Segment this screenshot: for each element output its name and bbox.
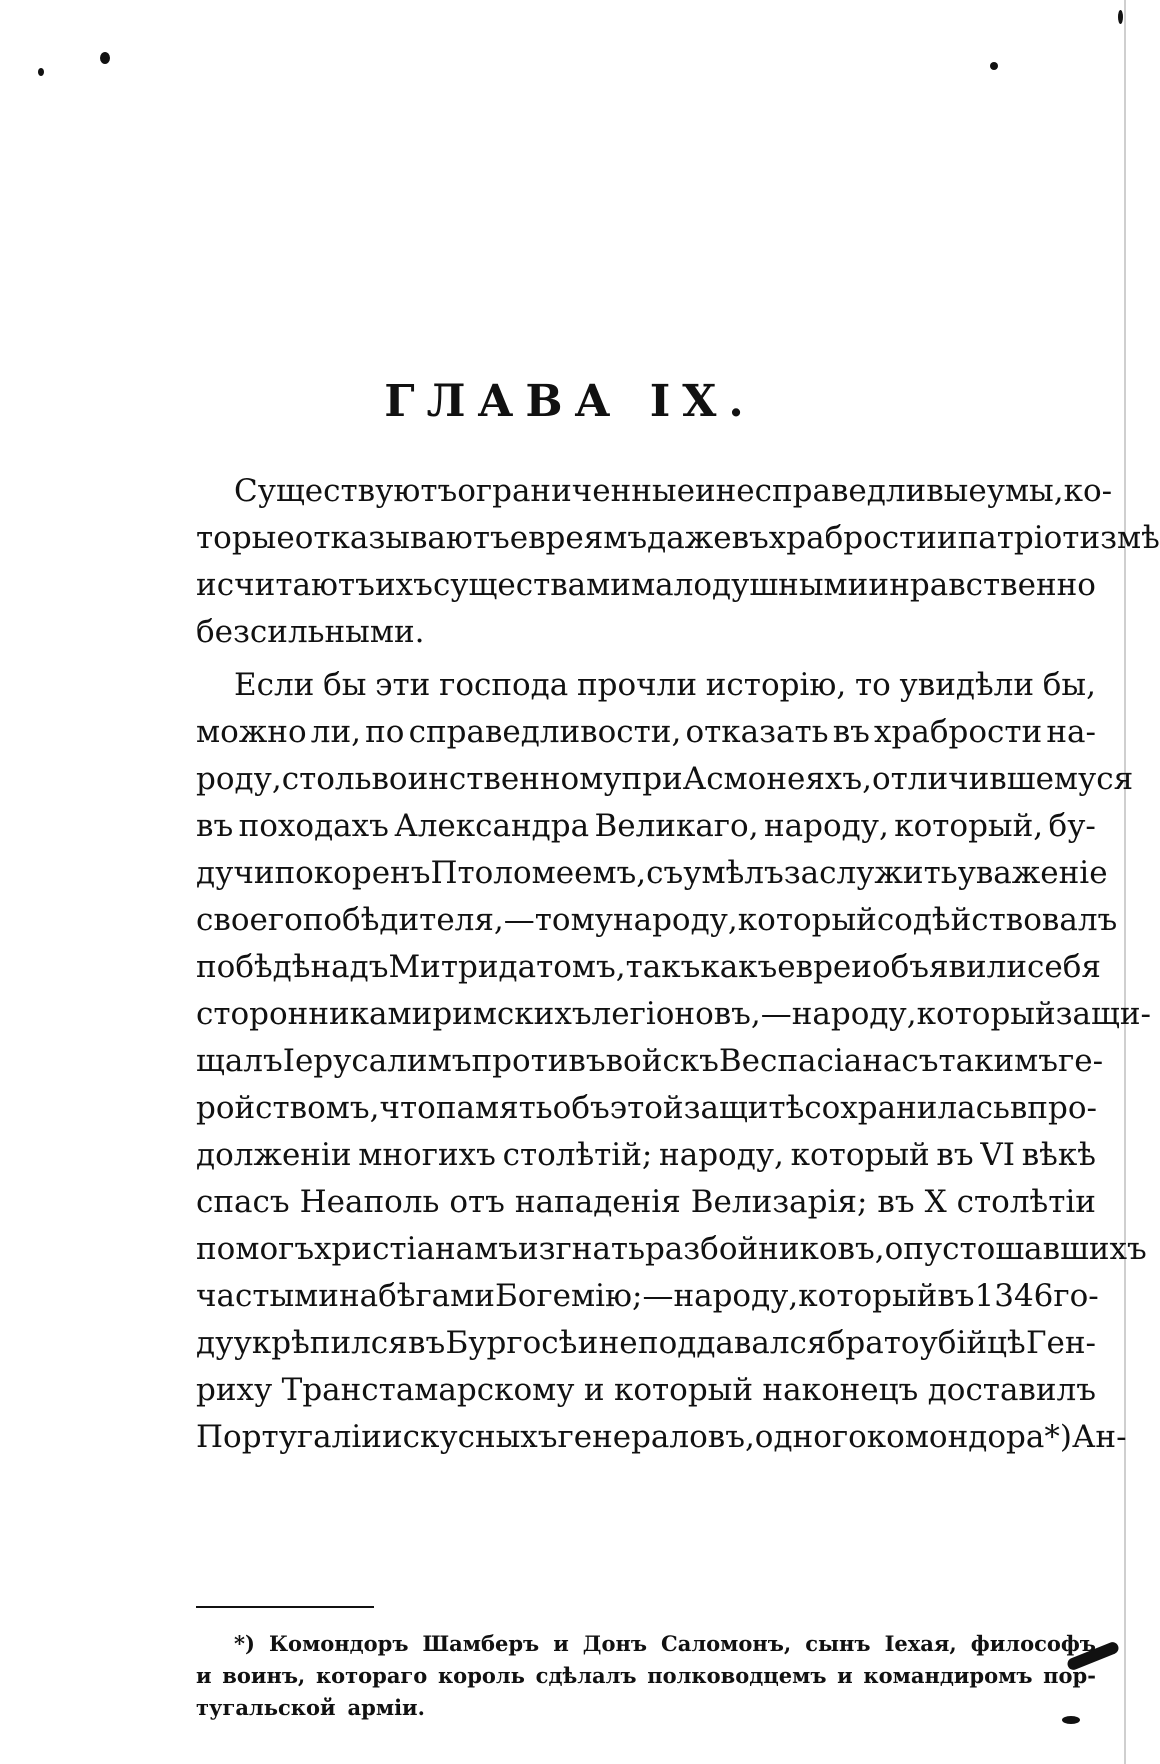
word: и	[196, 1663, 212, 1688]
chapter-title: ГЛАВА IX.	[384, 376, 756, 427]
word: храбрости	[874, 714, 1043, 750]
word: сынъ	[805, 1631, 871, 1656]
word: и	[583, 1372, 605, 1408]
word: съ	[901, 1043, 939, 1079]
text-line	[196, 1038, 1104, 1085]
word: такимъ	[938, 1043, 1059, 1079]
word: X	[924, 1184, 947, 1220]
text-line	[196, 897, 1118, 944]
word: сторонниками	[196, 996, 433, 1032]
word: пор-	[1043, 1663, 1096, 1688]
word: защи-	[1055, 996, 1151, 1032]
word: въ	[196, 808, 234, 844]
word: ограниченные	[457, 473, 695, 509]
word: спасъ	[196, 1184, 290, 1220]
word: безсильными.	[196, 614, 425, 650]
word: въ	[731, 520, 769, 556]
text-line	[196, 1179, 1096, 1226]
word: арміи.	[347, 1695, 425, 1720]
word: столь	[281, 761, 372, 797]
word: существами	[432, 567, 631, 603]
text-line	[196, 1320, 1096, 1367]
word: ге-	[1058, 1043, 1104, 1079]
word: не	[598, 1325, 638, 1361]
word: народу,	[791, 996, 917, 1032]
word: на-	[1046, 714, 1096, 750]
word: наконецъ	[762, 1372, 919, 1408]
word: и	[694, 473, 716, 509]
word: Богемію;	[494, 1278, 643, 1314]
word: 1346	[974, 1278, 1054, 1314]
word: искусныхъ	[381, 1419, 558, 1455]
word: по	[365, 714, 405, 750]
text-line	[196, 468, 1113, 515]
word: —	[503, 902, 535, 938]
text-line	[196, 709, 1096, 756]
word: одного	[754, 1419, 867, 1455]
word: го-	[1053, 1278, 1099, 1314]
ink-speck	[1118, 10, 1123, 24]
word: частыми	[196, 1278, 339, 1314]
word: Транстамарскому	[281, 1372, 575, 1408]
word: себя	[1027, 949, 1101, 985]
word: отказываютъ	[294, 520, 510, 556]
word: долженіи	[196, 1137, 352, 1173]
word: философъ	[970, 1631, 1096, 1656]
word: объявили	[871, 949, 1028, 985]
word: Іерусалимъ	[282, 1043, 472, 1079]
word: Іехая,	[884, 1631, 957, 1656]
footnote	[196, 1628, 1096, 1724]
word: походахъ	[238, 808, 389, 844]
word: римскихъ	[432, 996, 592, 1032]
word: этой	[609, 1090, 684, 1126]
word: то	[854, 667, 891, 703]
word: Великаго,	[594, 808, 759, 844]
word: при	[621, 761, 683, 797]
word: храбрости	[768, 520, 937, 556]
word: можно	[196, 714, 307, 750]
word: отказать	[685, 714, 829, 750]
word: торые	[196, 520, 295, 556]
ink-speck	[990, 62, 998, 70]
word: воинъ,	[222, 1663, 306, 1688]
word: Велизарія;	[690, 1184, 868, 1220]
word: бы	[323, 667, 367, 703]
word: даже	[647, 520, 732, 556]
text-line	[196, 991, 1151, 1038]
main-text	[196, 468, 1160, 1461]
word: справедливости,	[408, 714, 682, 750]
word: который	[916, 996, 1056, 1032]
word: объ	[552, 1090, 610, 1126]
word: память	[435, 1090, 553, 1126]
footnote-rule	[196, 1606, 374, 1608]
word: умы,	[986, 473, 1064, 509]
word: Ан-	[1071, 1419, 1127, 1455]
word: ли,	[310, 714, 361, 750]
word: поддавался	[637, 1325, 827, 1361]
word: и	[936, 520, 958, 556]
word: столѣтіи	[956, 1184, 1096, 1220]
word: вѣкѣ	[1021, 1137, 1096, 1173]
word: разбойниковъ,	[644, 1231, 885, 1267]
word: *)	[1044, 1419, 1072, 1455]
word: малодушными	[631, 567, 869, 603]
word: полководцемъ	[647, 1663, 827, 1688]
word: сохранилась	[804, 1090, 1010, 1126]
text-line	[196, 609, 1096, 656]
text-line	[196, 1226, 1147, 1273]
word: Бургосѣ	[445, 1325, 578, 1361]
word: въ	[408, 1325, 446, 1361]
word: побѣдѣ	[196, 949, 311, 985]
word: многихъ	[358, 1137, 496, 1173]
word: —	[760, 996, 792, 1032]
ink-speck	[100, 52, 110, 64]
word: Донъ	[582, 1631, 647, 1656]
word: Асмонеяхъ,	[682, 761, 872, 797]
word: что	[379, 1090, 436, 1126]
word: въ	[937, 1278, 975, 1314]
word: отъ	[449, 1184, 505, 1220]
text-line	[196, 562, 1096, 609]
text-line	[196, 803, 1096, 850]
word: своего	[196, 902, 303, 938]
word: Веспасіана	[718, 1043, 902, 1079]
word: нападенія	[514, 1184, 681, 1220]
word: и	[196, 567, 217, 603]
word: *)	[234, 1631, 255, 1656]
word: и	[577, 1325, 599, 1361]
word: въ	[832, 714, 870, 750]
word: заслужить	[783, 855, 958, 891]
text-line	[196, 1132, 1096, 1179]
word: евреямъ	[509, 520, 648, 556]
word: какъ	[700, 949, 778, 985]
word: доставилъ	[927, 1372, 1096, 1408]
word: покоренъ	[274, 855, 431, 891]
word: комондора	[866, 1419, 1045, 1455]
word: народу,	[612, 902, 738, 938]
word: ройствомъ,	[196, 1090, 380, 1126]
word: Шамберъ	[422, 1631, 540, 1656]
word: побѣдителя,	[302, 902, 504, 938]
word: эти	[375, 667, 431, 703]
word: —	[642, 1278, 674, 1314]
word: такъ	[625, 949, 701, 985]
word: евреи	[777, 949, 872, 985]
word: риху	[196, 1372, 273, 1408]
word: Существуютъ	[234, 473, 458, 509]
word: роду,	[196, 761, 282, 797]
word: нравственно	[889, 567, 1096, 603]
word: Саломонъ,	[661, 1631, 792, 1656]
word: ихъ	[374, 567, 433, 603]
word: который	[798, 1278, 938, 1314]
word: Комондоръ	[268, 1631, 409, 1656]
word: Александра	[394, 808, 590, 844]
footnote-line	[196, 1628, 1096, 1660]
word: изгнать	[517, 1231, 645, 1267]
word: христіанамъ	[314, 1231, 518, 1267]
word: защитѣ	[683, 1090, 805, 1126]
word: противъ	[471, 1043, 606, 1079]
word: тугальской	[196, 1695, 336, 1720]
word: VI	[980, 1137, 1015, 1173]
word: бы,	[1042, 667, 1096, 703]
word: въ	[936, 1137, 974, 1173]
word: народу,	[659, 1137, 784, 1173]
text-line	[196, 1273, 1099, 1320]
word: впро-	[1009, 1090, 1097, 1126]
word: помогъ	[196, 1231, 315, 1267]
word: народу,	[673, 1278, 799, 1314]
word: сдѣлалъ	[535, 1663, 637, 1688]
word: въ	[877, 1184, 915, 1220]
word: прочли	[577, 667, 698, 703]
word: дучи	[196, 855, 275, 891]
text-line	[196, 515, 1160, 562]
word: столѣтій;	[502, 1137, 653, 1173]
word: тому	[534, 902, 613, 938]
text-line	[196, 1414, 1127, 1461]
word: Неаполь	[299, 1184, 440, 1220]
word: и	[868, 567, 890, 603]
text-line	[196, 662, 1096, 709]
word: братоубійцѣ	[826, 1325, 1026, 1361]
word: несправедливые	[715, 473, 987, 509]
word: который	[613, 1372, 754, 1408]
word: Если	[234, 667, 315, 703]
text-line	[196, 1085, 1096, 1132]
word: отличившемуся	[871, 761, 1134, 797]
word: считаютъ	[216, 567, 375, 603]
word: Португаліи	[196, 1419, 382, 1455]
word: легіоновъ,	[591, 996, 761, 1032]
word: и	[553, 1631, 569, 1656]
word: ду	[196, 1325, 234, 1361]
word: Митридатомъ,	[388, 949, 626, 985]
word: Птоломеемъ,	[430, 855, 647, 891]
word: укрѣпился	[233, 1325, 408, 1361]
word: исторію,	[705, 667, 847, 703]
word: воинственному	[371, 761, 622, 797]
word: бу-	[1048, 808, 1096, 844]
word: командиромъ	[863, 1663, 1033, 1688]
word: увидѣли	[899, 667, 1035, 703]
word: и	[837, 1663, 853, 1688]
word: набѣгами	[338, 1278, 495, 1314]
word: который,	[894, 808, 1044, 844]
word: который	[737, 902, 877, 938]
text-line	[196, 756, 1134, 803]
word: генераловъ,	[557, 1419, 755, 1455]
text-line	[196, 850, 1108, 897]
word: щалъ	[196, 1043, 283, 1079]
word: съумѣлъ	[646, 855, 784, 891]
word: ко-	[1063, 473, 1113, 509]
word: народу,	[763, 808, 889, 844]
word: уваженіе	[957, 855, 1108, 891]
word: войскъ	[605, 1043, 719, 1079]
footnote-line	[196, 1692, 1096, 1724]
word: король	[438, 1663, 525, 1688]
word: котораго	[315, 1663, 428, 1688]
word: надъ	[310, 949, 389, 985]
ink-speck	[38, 68, 44, 76]
footnote-line	[196, 1660, 1096, 1692]
text-line	[196, 944, 1101, 991]
word: Ген-	[1025, 1325, 1096, 1361]
word: патріотизмѣ	[957, 520, 1160, 556]
text-line	[196, 1367, 1096, 1414]
word: опустошавшихъ	[884, 1231, 1147, 1267]
word: господа	[439, 667, 569, 703]
page-edge-line	[1124, 0, 1126, 1764]
word: который	[790, 1137, 930, 1173]
word: содѣйствовалъ	[876, 902, 1118, 938]
